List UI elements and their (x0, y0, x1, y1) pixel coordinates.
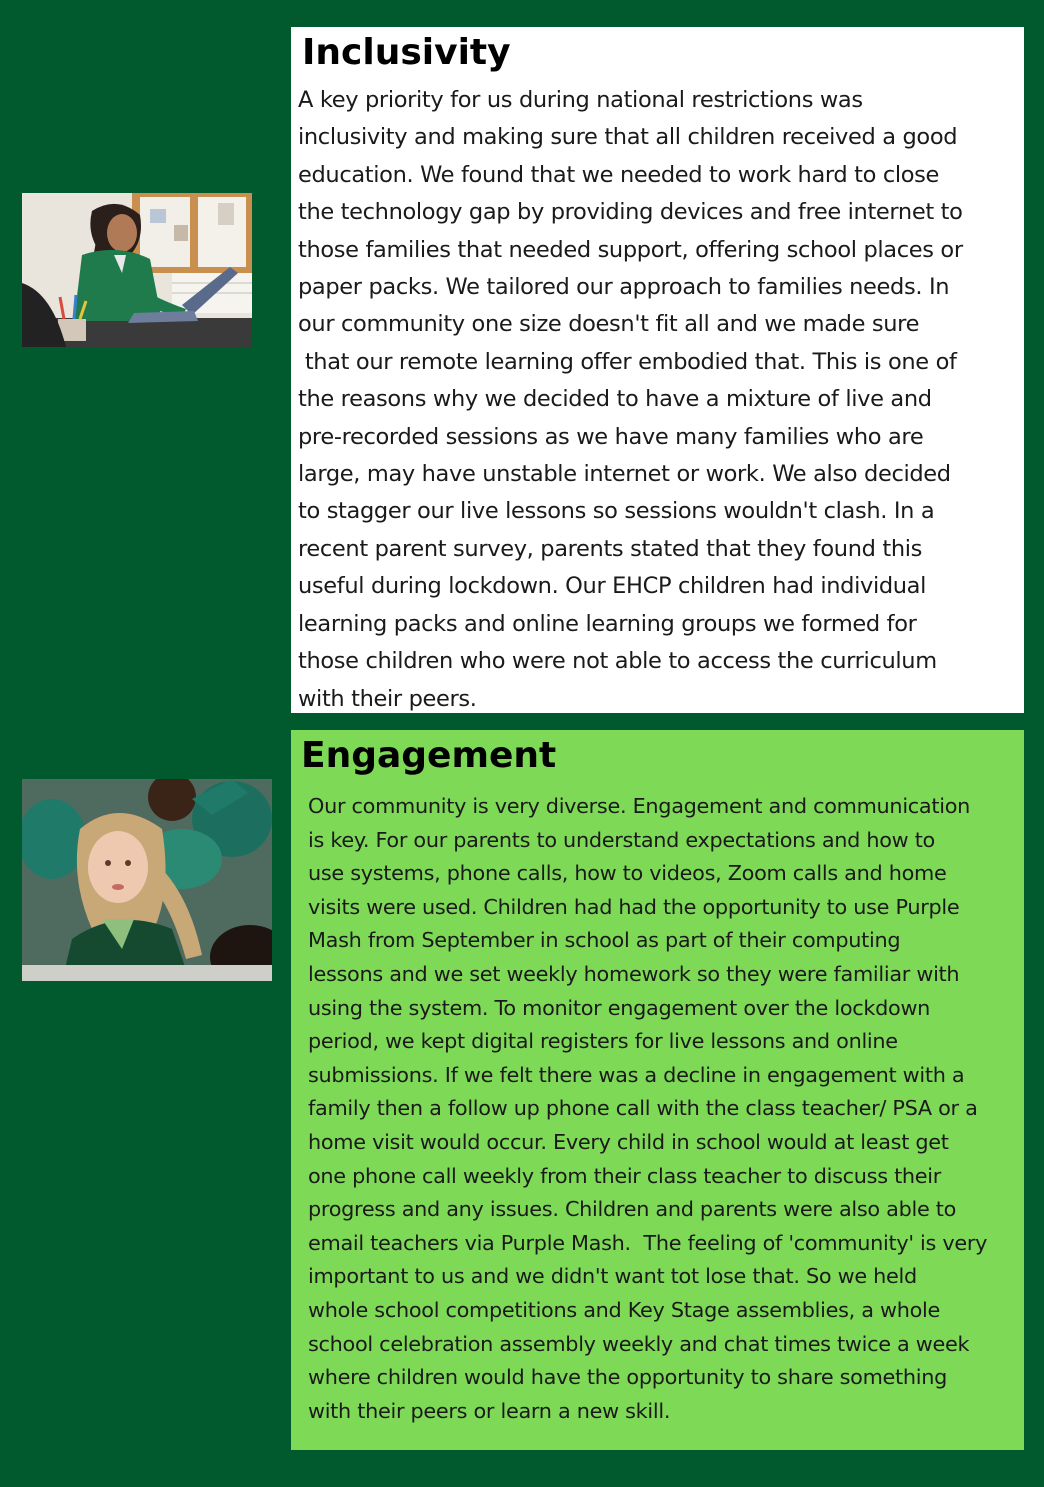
engagement-body-text: Our community is very diverse. Engagement and communication is key. For our parents to understand expectations and how to use systems, phone calls, how to videos, Zoom calls and home visits were used. Children had had the opportunity to use Purple Mash from September in school as part of their computing lessons and we set weekly homework so they were familiar with using the system. To monitor engagement over the lockdown period, we kept digital registers for live lessons and online submissions. If we felt there was a decline in engagement with a family then a follow up phone call with the class teacher/ PSA or a home visit would occur. Every child in school would at least get one phone call weekly from their class teacher to discuss their progress and any issues. Children and parents were also able to email teachers via Purple Mash. The feeling of 'community' is very important to us and we didn't want tot lose that. So we held whole school competitions and Key Stage assemblies, a whole school celebration assembly weekly and chat times twice a week where children would have the opportunity to share something with their peers or learn a new skill. (308, 794, 988, 1423)
inclusivity-panel (291, 27, 1024, 713)
engagement-panel (291, 730, 1024, 1450)
inclusivity-body-text: A key priority for us during national restrictions was inclusivity and making sure that all children received a good education. We found that we needed to work hard to close the technology gap by providing devices and free internet to those families that needed support, offering school places or paper packs. We tailored our approach to families needs. In our community one size doesn't fit all and we made sure that our remote learning offer embodied that. This is one of the reasons why we decided to have a mixture of live and pre-recorded sessions as we have many families who are large, may have unstable internet or work. We also decided to stagger our live lessons so sessions wouldn't clash. In a recent parent survey, parents stated that they found this useful during lockdown. Our EHCP children had individual learning packs and online learning groups we formed for those children who were not able to access the curriculum with their peers. (298, 87, 963, 712)
photo-girl-in-classroom (22, 779, 272, 981)
inclusivity-heading: Inclusivity (302, 32, 511, 73)
photo-girl-using-laptop (22, 193, 252, 347)
engagement-heading: Engagement (301, 735, 557, 776)
